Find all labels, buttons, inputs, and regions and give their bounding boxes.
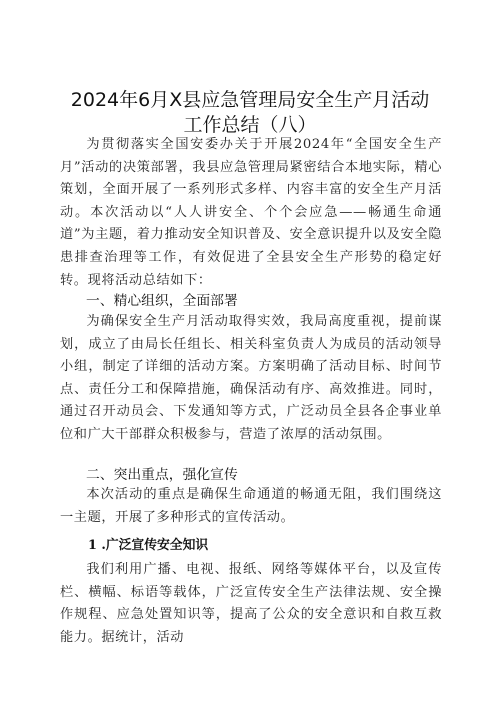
subsection-1-heading: 1 .广泛宣传安全知识 (88, 538, 209, 553)
section-2-paragraph: 本次活动的重点是确保生命通道的畅通无阻，我们围绕这一主题，开展了多种形式的宣传活动。 (60, 487, 442, 525)
document-title-line-1: 2024年6月X县应急管理局安全生产月活动 (70, 89, 430, 111)
document-title-line-2: 工作总结（八） (183, 114, 317, 136)
section-1-paragraph: 为确保安全生产月活动取得实效，我局高度重视，提前谋划，成立了由局长任组长、相关科室负责人为成员的活动领导小组，制定了详细的活动方案。方案明确了活动目标、时间节点、责任分工和保障措施，确保活动有序、高效推进。同时，通过召开动员会、下发通知等方式，广泛动员全县各企事业单位和广大干部群众积极参与，营造了浓厚的活动氛围。 (60, 314, 442, 442)
intro-paragraph: 为贯彻落实全国安委办关于开展2024年“全国安全生产月”活动的决策部署，我县应急管理局紧密结合本地实际，精心策划，全面开展了一系列形式多样、内容丰富的安全生产月活动。本次活动以“人人讲安全、个个会应急——畅通生命通道”为主题，着力推动安全知识普及、安全意识提升以及安全隐患排查治理等工作，有效促进了全县安全生产形势的稳定好转。现将活动总结如下： (60, 137, 442, 288)
section-1-heading: 一、精心组织，全面部署 (86, 293, 238, 309)
subsection-1-paragraph: 我们利用广播、电视、报纸、网络等媒体平台，以及宣传栏、横幅、标语等载体，广泛宣传安全生产法律法规、安全操作规程、应急处置知识等，提高了公众的安全意识和自救互救能力。据统计，活动 (60, 562, 442, 645)
section-2-heading: 二、突出重点，强化宣传 (86, 467, 238, 483)
